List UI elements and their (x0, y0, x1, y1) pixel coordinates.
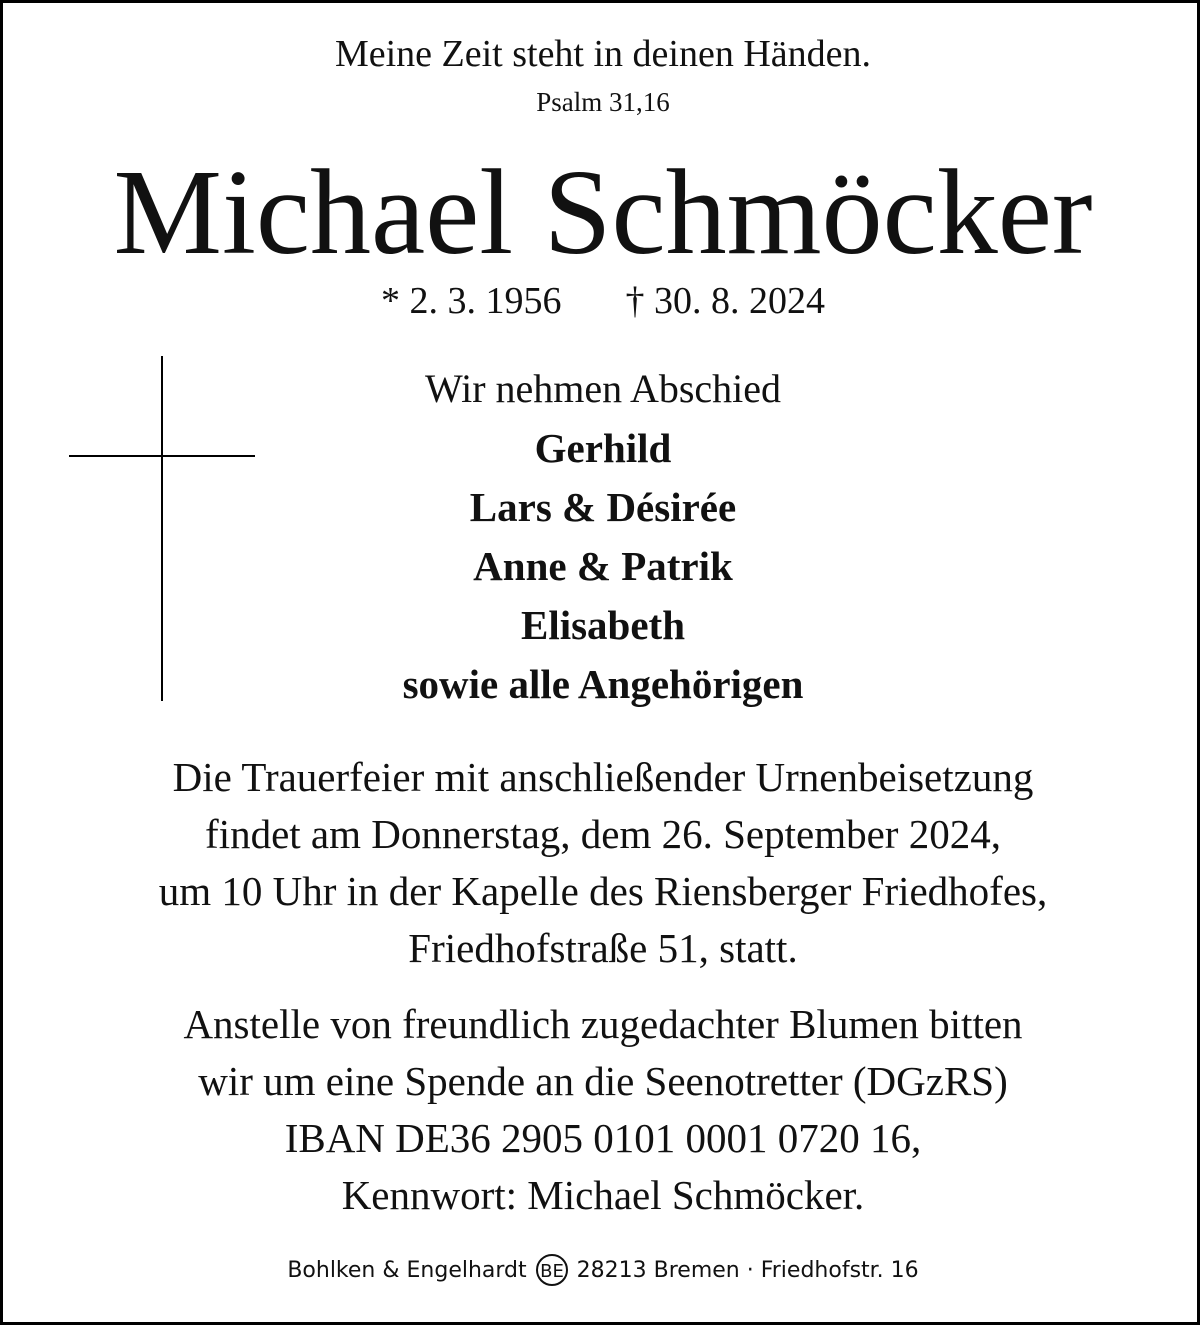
funeral-home-address: 28213 Bremen · Friedhofstr. 16 (576, 1257, 919, 1283)
service-line: Die Trauerfeier mit anschließender Urnenbeisetzung (172, 754, 1034, 800)
death-date: † 30. 8. 2024 (625, 280, 825, 322)
donation-line: Anstelle von freundlich zugedachter Blumen bitten (183, 1001, 1023, 1047)
service-line: Friedhofstraße 51, statt. (408, 925, 798, 971)
service-line: findet am Donnerstag, dem 26. September 2024, (205, 811, 1001, 857)
farewell-intro: Wir nehmen Abschied (424, 366, 782, 411)
mourner-name: sowie alle Angehörigen (402, 661, 804, 707)
donation-line: wir um eine Spende an die Seenotretter (DGzRS) (198, 1058, 1008, 1104)
life-dates (3, 279, 1200, 323)
funeral-home-footer (3, 1250, 1200, 1290)
mourners-list (3, 419, 1200, 714)
mourner-name: Lars & Désirée (469, 484, 737, 530)
be-monogram-icon (535, 1253, 569, 1287)
service-line: um 10 Uhr in der Kapelle des Riensberger Friedhofes, (158, 868, 1048, 914)
deceased-name: Michael Schmöcker (113, 145, 1093, 280)
donation-request (3, 996, 1200, 1224)
service-details (3, 749, 1200, 977)
motto-source: Psalm 31,16 (536, 87, 670, 117)
donation-line: IBAN DE36 2905 0101 0001 0720 16, (284, 1115, 922, 1161)
logo-monogram-text: BE (539, 1261, 564, 1282)
donation-line: Kennwort: Michael Schmöcker. (341, 1172, 865, 1218)
motto-quote: Meine Zeit steht in deinen Händen. (334, 33, 872, 75)
birth-date: * 2. 3. 1956 (381, 280, 562, 322)
funeral-home-name: Bohlken & Engelhardt (287, 1257, 527, 1283)
mourner-name: Gerhild (534, 425, 672, 471)
mourner-name: Anne & Patrik (473, 543, 733, 589)
mourner-name: Elisabeth (520, 602, 686, 648)
